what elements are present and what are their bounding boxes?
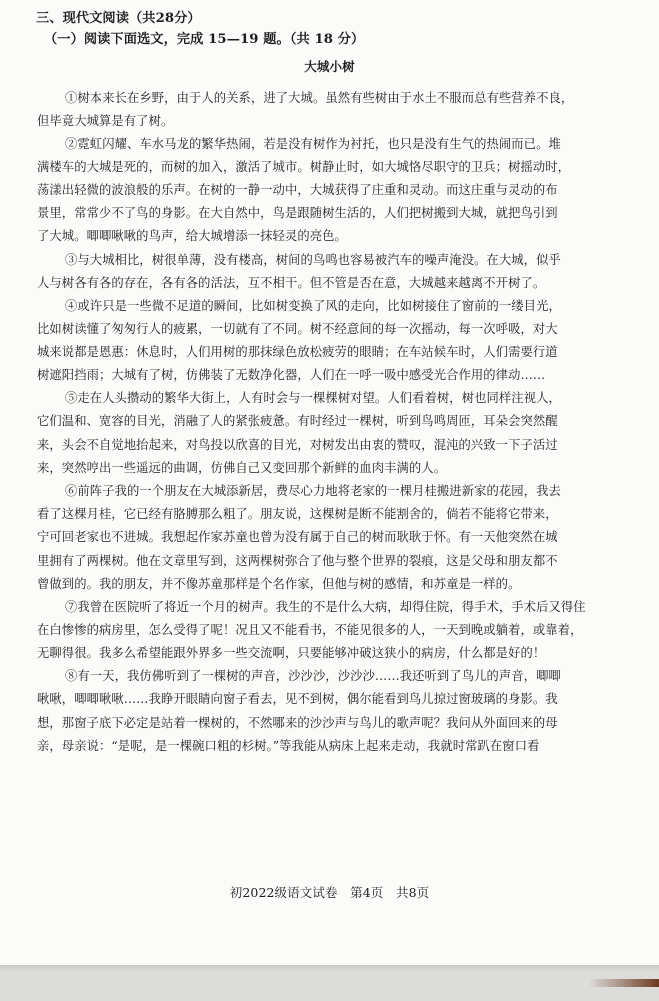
article-line: ③与大城相比，树很单薄，没有楼高，树间的鸟鸣也容易被汽车的噪声淹没。在大城，似乎 xyxy=(65,253,561,267)
article-line: 看了这棵月桂，它已经有胳膊那么粗了。朋友说，这棵树是断不能割舍的，倘若不能将它带来， xyxy=(37,507,558,521)
page-footer: 初2022级语文试卷 第4页 共8页 xyxy=(229,885,430,900)
article-line: ⑤走在人头攒动的繁华大街上，人有时会与一棵棵树对望。人们看着树，树也同样注视人， xyxy=(65,391,561,405)
article-line: 荡漾出轻微的波浪般的乐声。在树的一静一动中，大城获得了庄重和灵动。而这庄重与灵动的布 xyxy=(37,183,558,197)
article-line: 啾啾，唧唧啾啾……我睁开眼睛向窗子看去，见不到树，偶尔能看到鸟儿掠过窗玻璃的身影。我 xyxy=(37,692,558,706)
article-line: 无聊得很。我多么希望能跟外界多一些交流啊，只要能够冲破这狭小的病房，什么都是好的！ xyxy=(37,646,546,660)
article-line: 它们温和、宽容的目光，消融了人的紧张疲惫。有时经过一棵树，听到鸟鸣周匝，耳朵会突然醒 xyxy=(37,414,558,428)
article-line: 景里，常常少不了鸟的身影。在大自然中，鸟是跟随树生活的，人们把树搬到大城，就把鸟引到 xyxy=(37,206,558,220)
article-line: 宁可回老家也不进城。我想起作家苏童也曾为没有属于自己的树而耿耿于怀。有一天他突然在城 xyxy=(37,530,558,544)
article-line: 但毕竟大城算是有了树。 xyxy=(37,114,174,128)
article-line: 比如树读懂了匆匆行人的疲累，一切就有了不同。树不经意间的每一次摇动，每一次呼吸，对大 xyxy=(37,322,558,336)
article-line: ①树本来长在乡野，由于人的关系，进了大城。虽然有些树由于水土不服而总有些营养不良， xyxy=(65,91,574,105)
article-title: 大城小树 xyxy=(304,59,355,74)
article-line: ②霓虹闪耀、车水马龙的繁华热闹，若是没有树作为衬托，也只是没有生气的热闹而已。堆 xyxy=(65,137,561,151)
article-line: 曾做到的。我的朋友，并不像苏童那样是个名作家，但他与树的感情，和苏童是一样的。 xyxy=(37,577,521,591)
section-heading: 三、现代文阅读（共28分） xyxy=(36,11,201,26)
article-line: ⑦我曾在医院听了将近一个月的树声。我生的不是什么大病，却得住院，得手术，手术后又得住 xyxy=(65,600,586,614)
article-line: ④或许只是一些微不足道的瞬间，比如树变换了风的走向，比如树接住了窗前的一缕目光， xyxy=(65,299,561,313)
article-line: 亲，母亲说：“是呢，是一棵碗口粗的杉树。”等我能从病床上起来走动，我就时常趴在窗口看 xyxy=(37,739,540,753)
article-line: 来，头会不自觉地抬起来，对鸟投以欣喜的目光，对树发出由衷的赞叹，混沌的兴致一下子活过 xyxy=(37,438,558,452)
article-line: 树遮阳挡雨；大城有了树，仿佛装了无数净化器，人们在一呼一吸中感受光合作用的律动…… xyxy=(37,368,546,382)
scan-corner-mark xyxy=(589,979,659,987)
article-line: 想，那窗子底下必定是站着一棵树的，不然哪来的沙沙声与鸟儿的歌声呢？我问从外面回来的母 xyxy=(37,716,558,730)
article-line: ⑧有一天，我仿佛听到了一棵树的声音，沙沙沙，沙沙沙……我还听到了鸟儿的声音，唧唧 xyxy=(65,669,561,683)
article-line: 里拥有了两棵树。他在文章里写到，这两棵树弥合了他与整个世界的裂痕，这是父母和朋友都不 xyxy=(37,554,558,568)
article-line: ⑥前阵子我的一个朋友在大城添新居，费尽心力地将老家的一棵月桂搬进新家的花园，我去 xyxy=(65,484,561,498)
article-line: 城来说都是恩惠：休息时，人们用树的那抹绿色放松疲劳的眼睛；在车站候车时，人们需要行道 xyxy=(37,345,558,359)
scan-shadow xyxy=(0,965,659,971)
article-line: 了大城。唧唧啾啾的鸟声，给大城增添一抹轻灵的亮色。 xyxy=(37,229,347,243)
article-line: 人与树各有各的存在，各有各的活法，互不相干。但不管是否在意，大城越来越离不开树了。 xyxy=(37,276,546,290)
article-line: 满楼车的大城是死的，而树的加入，激活了城市。树静止时，如大城恪尽职守的卫兵；树摇动时， xyxy=(37,160,571,174)
reading-instruction: （一）阅读下面选文，完成 15—19 题。（共 18 分） xyxy=(44,32,365,47)
article-line: 在白惨惨的病房里，怎么受得了呢！况且又不能看书，不能见很多的人，一天到晚或躺着，或靠着， xyxy=(37,623,583,637)
article-line: 来，突然哼出一些遥远的曲调，仿佛自己又变回那个新鲜的血肉丰满的人。 xyxy=(37,461,447,475)
